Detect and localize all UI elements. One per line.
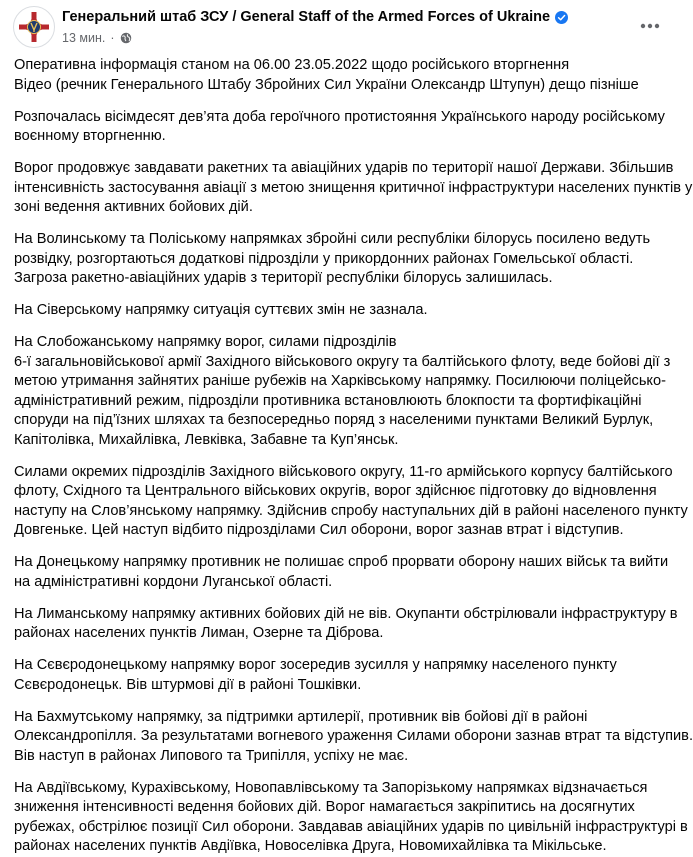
post-paragraph (14, 553, 669, 592)
post-paragraph (14, 56, 660, 95)
post-text-line: Сєвєродонецьк. Вів штурмові дії в районі Тошківки. (14, 676, 362, 693)
post-text-line: флоту, Східного та Центрального військових округів, ворог здійснює підготовку до відновлення (14, 483, 657, 499)
post-text-line: Довгеньке. Цей наступ відбито підрозділами Сил оборони, ворог зазнав втрат і відступив. (14, 522, 624, 538)
post-paragraph (14, 301, 660, 321)
post-text-line: Вів наступ в районах Липового та Трипілля, успіху не має. (14, 747, 409, 764)
meta-separator: · (110, 31, 115, 45)
post-text-line: метою утримання зайнятих раніше рубежів на Харківському напрямку. Посилюючи поліцейсько- (14, 373, 666, 389)
post-paragraph (14, 463, 688, 541)
general-staff-emblem-icon (14, 7, 54, 47)
verified-badge-icon (555, 11, 568, 24)
post-text-line: На Авдіївському, Курахівському, Новопавлівському та Запорізькому напрямках відзначається (14, 779, 648, 796)
post-text-line: Оперативна інформація станом на 06.00 23.05.2022 щодо російського вторгнення (14, 57, 570, 73)
post-text-line: На Волинському та Поліському напрямках збройні сили республіки білорусь посилено ведуть (14, 231, 651, 247)
more-options-icon[interactable] (632, 8, 668, 44)
post-text (0, 56, 693, 857)
page-avatar[interactable] (13, 6, 55, 48)
post-text-line: Силами окремих підрозділів Західного військового округу, 11-го армійського корпусу балтійського (14, 463, 673, 480)
post-text-line: 6-ї загальновійськової армії Західного військового округу та балтійського флоту, веде бойові дії з (14, 353, 671, 370)
author-name[interactable]: Генеральний штаб ЗСУ / General Staff of the Armed Forces of Ukraine (62, 9, 551, 25)
author-row (62, 9, 568, 25)
post-text-line: районах населених пунктів Лиман, Озерне та Діброва. (14, 625, 384, 641)
post-text-line: адміністративний режим, підрозділи противника встановлюють блокпости та фортифікаційні (14, 392, 642, 409)
post-text-line: Олександропілля. За результатами вогневого ураження Силами оборони зазнав втрат та відступив. (14, 728, 693, 744)
post-text-line: рубежах, обстрілює позиції Сил оборони. Завдавав авіаційних ударів по цивільній інфраструктурі в (14, 818, 688, 835)
post-text-line: На Сіверському напрямку ситуація суттєвих змін не зазнала. (14, 302, 428, 318)
post-paragraph (14, 108, 665, 147)
post-paragraph (14, 159, 693, 218)
post-timestamp[interactable]: 13 мин. (62, 31, 106, 45)
post-text-line: зниження інтенсивності ведення бойових дій. Ворог намагається закріпитись на досягнутих (14, 799, 635, 815)
post-text-line: Загроза ракетно-авіаційних ударів з території республіки білорусь залишилась. (14, 270, 553, 286)
post-text-line: районах населених пунктів Авдіївка, Новоселівка Друга, Новомихайлівка та Мікільське. (14, 838, 607, 854)
post-text-line: Капітолівка, Михайлівка, Левківка, Забавне та Куп’янськ. (14, 431, 399, 448)
post-text-line: На Слобожанському напрямку ворог, силами підрозділів (14, 334, 397, 350)
post-text-line: На Донецькому напрямку противник не полишає спроб прорвати оборону наших військ та вийти (14, 554, 669, 570)
post-text-line: наступу на Слов’янському напрямку. Здійснив спробу наступальних дій в районі населеного пункту (14, 502, 688, 519)
post-text-line: інтенсивність застосування авіації з метою знищення критичної інфраструктури населених пунктів у (14, 179, 693, 196)
post-paragraph (14, 230, 660, 289)
post-text-line: Розпочалась вісімдесят дев’ята доба героїчного протистояння Українського народу російському (14, 108, 665, 125)
post-text-line: розвідку, розгортаються додаткові підрозділи у прикордонних районах Гомельської області. (14, 250, 634, 267)
post-paragraph (14, 708, 693, 767)
post-paragraph (14, 333, 671, 450)
post-text-line: споруди на під’їзних шляхах та безпосередньо поряд з населеними пунктами Великий Бурлук, (14, 412, 654, 428)
post-text-line: На Лиманському напрямку активних бойових дій не вів. Окупанти обстрілювали інфраструктуру в (14, 605, 678, 622)
globe-icon[interactable] (120, 32, 132, 44)
post-paragraph (14, 656, 660, 695)
post-paragraph (14, 779, 688, 857)
post-meta (62, 31, 132, 45)
post-paragraph (14, 605, 678, 644)
post-text-line: на адміністративні кордони Луганської області. (14, 573, 333, 590)
post-header (0, 0, 674, 56)
post-text-line: На Бахмутському напрямку, за підтримки артилерії, противник вів бойові дії в районі (14, 708, 588, 725)
post-text-line: Відео (речник Генерального Штабу Збройних Сил України Олександр Штупун) дещо пізніше (14, 76, 639, 93)
post-text-line: Ворог продовжує завдавати ракетних та авіаційних ударів по території нашої Держави. Збільшив (14, 160, 674, 176)
post-text-line: На Сєвєродонецькому напрямку ворог зосередив зусилля у напрямку населеного пункту (14, 657, 617, 673)
post-text-line: зоні ведення активних бойових дій. (14, 199, 253, 215)
post-text-line: воєнному вторгненню. (14, 128, 166, 144)
